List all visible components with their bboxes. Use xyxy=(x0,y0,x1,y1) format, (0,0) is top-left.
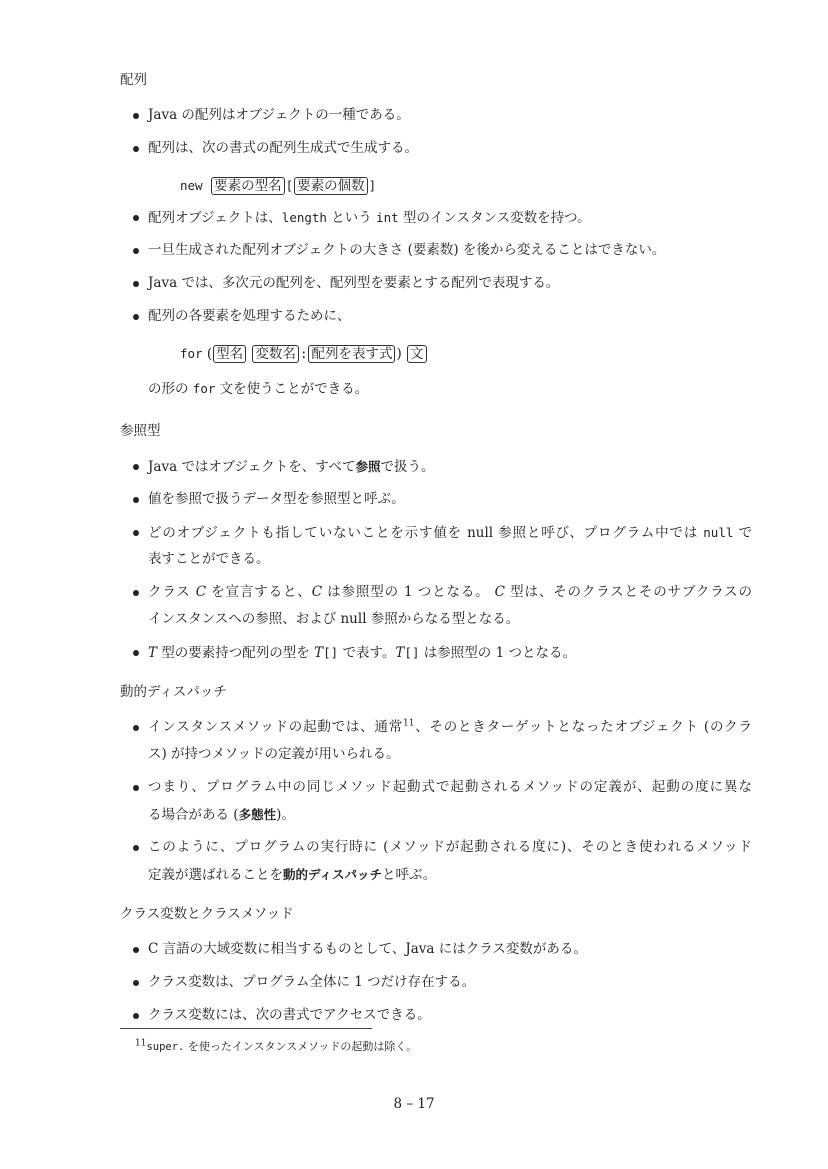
footnote-rule xyxy=(120,1028,372,1029)
math-variable: T xyxy=(148,645,158,661)
bullet-icon xyxy=(133,281,139,287)
text-run: 型は、そのクラスとそのサブクラスの xyxy=(505,584,752,600)
list-item-line xyxy=(148,546,752,573)
document-body xyxy=(120,68,752,1043)
section-heading: クラス変数とクラスメソッド xyxy=(120,906,294,922)
page-number: 8 – 17 xyxy=(393,1096,435,1112)
bullet-icon xyxy=(133,248,139,254)
section-heading: 動的ディスパッチ xyxy=(120,684,227,700)
placeholder-box: 要素の型名 xyxy=(211,177,285,195)
section xyxy=(120,680,752,888)
text-run: 配列は、次の書式の配列生成式で生成する。 xyxy=(148,140,418,156)
section xyxy=(120,419,752,666)
bullet-icon xyxy=(133,497,139,503)
list-item xyxy=(120,519,752,573)
bullet-icon xyxy=(133,530,139,536)
text-run: で xyxy=(733,525,752,541)
text-run: 配列オブジェクトは、 xyxy=(148,210,282,226)
text-run: 値を参照で扱うデータ型を参照型と呼ぶ。 xyxy=(148,491,405,507)
footnote-mark: 11 xyxy=(135,1038,147,1049)
math-variable: T xyxy=(314,645,324,661)
code-text: [] xyxy=(404,645,420,660)
list-item-line xyxy=(148,861,752,888)
list-item-line xyxy=(148,774,752,801)
list-item xyxy=(120,834,752,888)
placeholder-box: 型名 xyxy=(213,345,246,363)
code-text: [ xyxy=(285,178,294,193)
syntax-display xyxy=(120,336,752,372)
math-variable: C xyxy=(195,584,207,600)
list-item-line xyxy=(148,237,752,264)
text-run: )。 xyxy=(276,807,295,823)
text-run: このように、プログラムの実行時に (メソッドが起動される度に)、そのとき使われるメソッド xyxy=(148,839,752,855)
text-run: 表すことができる。 xyxy=(148,551,270,567)
text-run: 文を使うことができる。 xyxy=(215,381,369,397)
list-item-line xyxy=(148,834,752,861)
text-run: 型の要素持つ配列の型を xyxy=(157,645,315,661)
list-item-line xyxy=(148,969,752,996)
list-item-line xyxy=(148,606,752,633)
math-variable: C xyxy=(494,584,506,600)
list-item xyxy=(120,1002,752,1029)
bullet-icon xyxy=(133,725,139,731)
placeholder-box: 配列を表す式 xyxy=(308,345,395,363)
section xyxy=(120,902,752,1029)
section-heading: 配列 xyxy=(120,72,147,88)
list-item-line xyxy=(148,135,752,162)
text-run: クラス変数には、次の書式でアクセスできる。 xyxy=(148,1007,431,1023)
list-item xyxy=(120,969,752,996)
code-text: for xyxy=(180,346,203,361)
text-run: る場合がある ( xyxy=(148,807,239,823)
list-item xyxy=(120,579,752,633)
text-run: どのオブジェクトも指していないことを示す値を null 参照と呼び、プログラム中では xyxy=(148,525,704,541)
list-item xyxy=(120,639,752,666)
code-text: int xyxy=(376,210,399,225)
bullet-icon xyxy=(133,464,139,470)
text-run: の形の xyxy=(148,381,193,397)
text-run: インスタンスへの参照、および null 参照からなる型となる。 xyxy=(148,611,520,627)
text-run: を宣言すると、 xyxy=(206,584,312,600)
placeholder-box: 文 xyxy=(407,345,427,363)
list-item-line xyxy=(148,270,752,297)
footnote-code: super. xyxy=(146,1041,185,1053)
list-item-line xyxy=(148,102,752,129)
list-item-line xyxy=(148,486,752,513)
text-run xyxy=(247,346,251,362)
list-item-line xyxy=(148,801,752,828)
text-run: で扱う。 xyxy=(380,459,435,475)
code-text: for xyxy=(192,381,216,396)
bullet-icon xyxy=(133,980,139,986)
text-run: は参照型の 1 つとなる。 xyxy=(322,584,495,600)
text-run: 配列の各要素を処理するために、 xyxy=(148,308,351,324)
text-run: は参照型の 1 つとなる。 xyxy=(419,645,576,661)
list-item-line xyxy=(148,714,752,741)
syntax-display xyxy=(120,168,752,204)
text-run: 、そのときターゲットとなったオブジェクト (のクラ xyxy=(414,719,752,735)
list-item-line xyxy=(148,303,752,330)
list-item xyxy=(120,714,752,768)
list-item-line xyxy=(148,936,752,963)
code-text: new xyxy=(180,178,211,193)
list-item xyxy=(120,303,752,330)
list-item-line xyxy=(148,1002,752,1029)
emphasis-text: 参照 xyxy=(355,459,381,474)
footnote-ref: 11 xyxy=(402,718,415,729)
list-item-line xyxy=(148,639,752,666)
text-run: Java の配列はオブジェクトの一種である。 xyxy=(148,107,410,123)
list-item xyxy=(120,270,752,297)
code-text: length xyxy=(281,210,327,225)
bullet-icon xyxy=(133,947,139,953)
bullet-icon xyxy=(133,314,139,320)
list-item-line xyxy=(148,741,752,768)
text-run: ( xyxy=(202,346,213,362)
text-run: 一旦生成された配列オブジェクトの大きさ (要素数) を後から変えることはできない。 xyxy=(148,242,666,258)
text-run: インスタンスメソッドの起動では、通常 xyxy=(148,719,403,735)
list-item xyxy=(120,936,752,963)
text-run: C 言語の大域変数に相当するものとして、Java にはクラス変数がある。 xyxy=(148,941,587,957)
text-run: つまり、プログラム中の同じメソッド起動式で起動されるメソッドの定義が、起動の度に異な xyxy=(148,779,752,795)
code-text: [] xyxy=(323,645,339,660)
text-run: Java では、多次元の配列を、配列型を要素とする配列で表現する。 xyxy=(148,275,560,291)
list-item xyxy=(120,135,752,162)
text-run: 定義が選ばれることを xyxy=(148,867,283,883)
math-variable: C xyxy=(311,584,323,600)
text-run: ) xyxy=(396,346,407,362)
text-run: という xyxy=(326,210,377,226)
text-run: 型のインスタンス変数を持つ。 xyxy=(398,210,591,226)
text-run: Java ではオブジェクトを、すべて xyxy=(148,459,356,475)
text-run: クラス xyxy=(148,584,196,600)
code-text: : xyxy=(299,346,308,361)
list-item xyxy=(120,102,752,129)
paragraph xyxy=(120,372,752,405)
list-item-line xyxy=(148,579,752,606)
footnote-text: を使ったインスタンスメソッドの起動は除く。 xyxy=(184,1040,418,1053)
section xyxy=(120,68,752,405)
bullet-icon xyxy=(133,146,139,152)
list-item-line xyxy=(148,453,752,480)
bullet-icon xyxy=(133,845,139,851)
bullet-icon xyxy=(133,1013,139,1019)
emphasis-text: 多態性 xyxy=(238,807,277,822)
section-heading: 参照型 xyxy=(120,423,161,439)
emphasis-text: 動的ディスパッチ xyxy=(283,867,383,882)
list-item-line xyxy=(148,519,752,546)
list-item xyxy=(120,237,752,264)
bullet-icon xyxy=(133,215,139,221)
bullet-icon xyxy=(133,785,139,791)
text-run: ス) が持つメソッドの定義が用いられる。 xyxy=(148,746,400,762)
list-item-line xyxy=(148,204,752,231)
list-item xyxy=(120,486,752,513)
list-item xyxy=(120,453,752,480)
list-item xyxy=(120,774,752,828)
footnote xyxy=(135,1039,417,1055)
text-run: クラス変数は、プログラム全体に 1 つだけ存在する。 xyxy=(148,974,476,990)
placeholder-box: 要素の個数 xyxy=(294,177,368,195)
placeholder-box: 変数名 xyxy=(252,345,299,363)
bullet-icon xyxy=(133,650,139,656)
text-run: と呼ぶ。 xyxy=(382,867,437,883)
code-text: ] xyxy=(368,178,377,193)
code-text: null xyxy=(703,525,734,540)
text-run: で表す。 xyxy=(338,645,396,661)
math-variable: T xyxy=(395,645,405,661)
list-item xyxy=(120,204,752,231)
bullet-icon xyxy=(133,590,139,596)
bullet-icon xyxy=(133,113,139,119)
